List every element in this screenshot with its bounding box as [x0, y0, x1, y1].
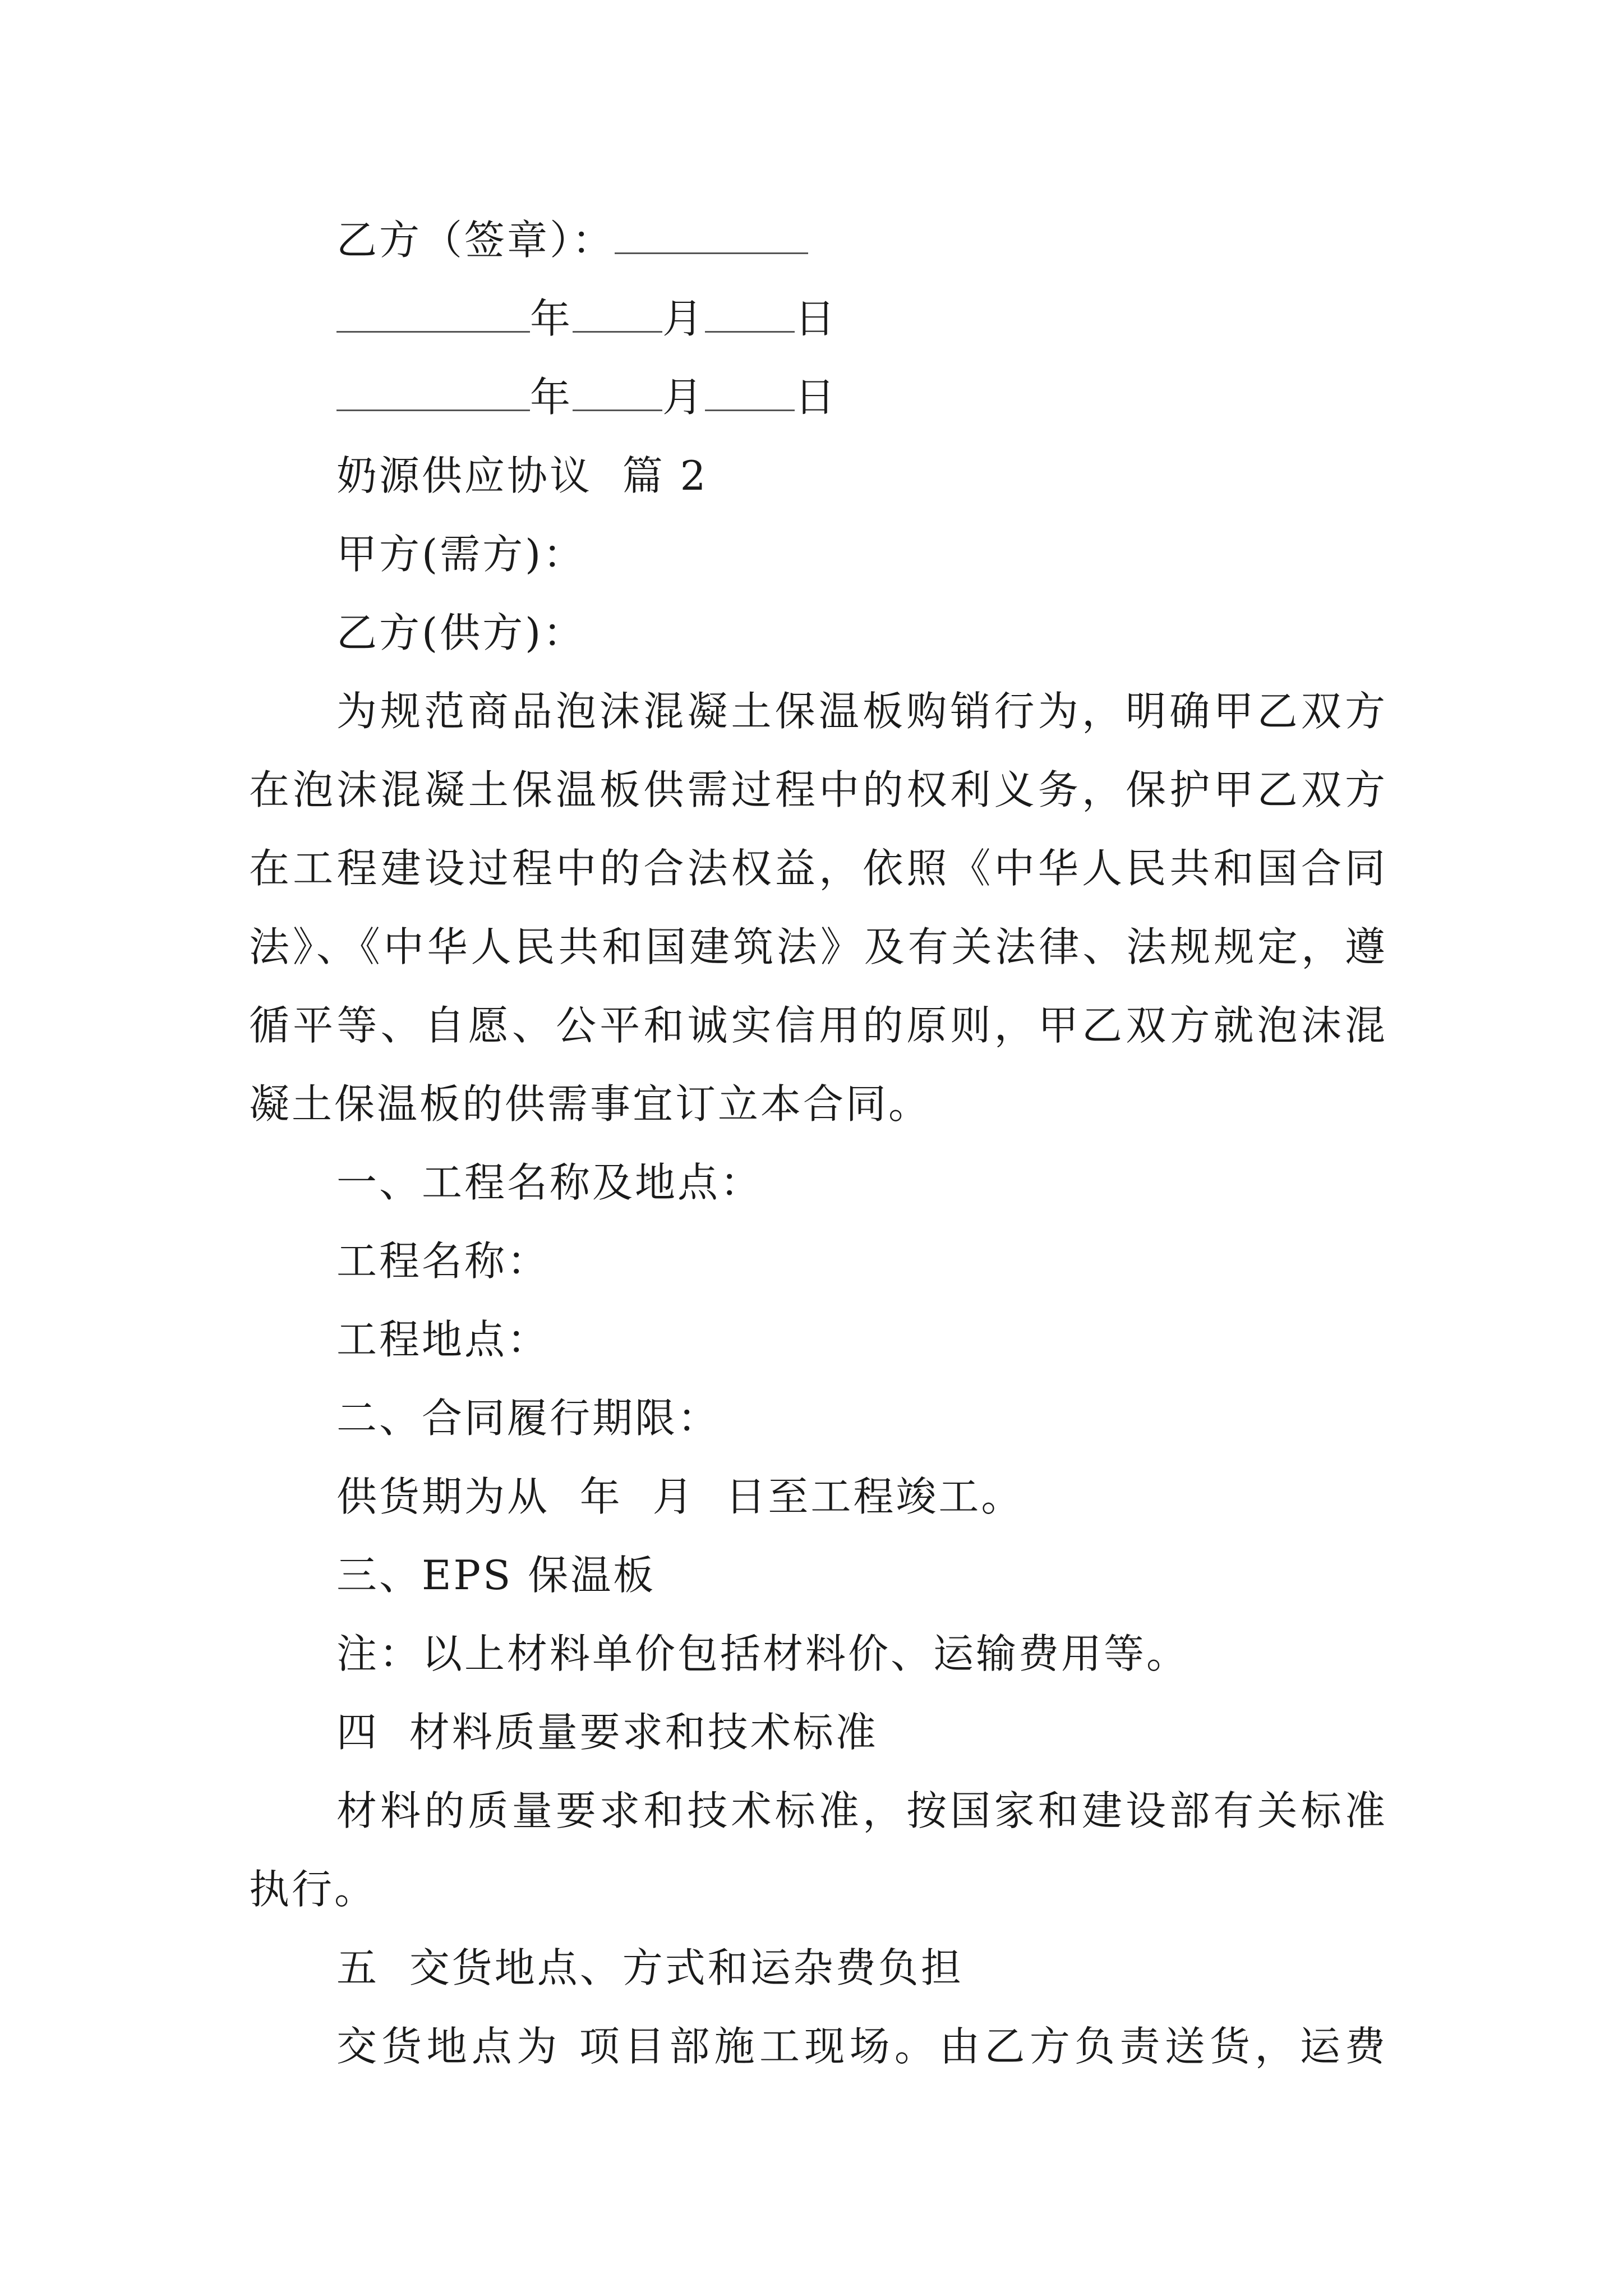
day-label: 日	[795, 295, 838, 342]
delivery-text-line: 交货地点为 项目部施工现场。由乙方负责送货，运费	[336, 2023, 1387, 2070]
year-label: 年	[530, 295, 573, 342]
quality-text-line: 执行。	[249, 1866, 377, 1913]
intro-line: 凝土保温板的供需事宜订立本合同。	[249, 1080, 932, 1128]
day-blank	[705, 375, 795, 411]
section-5-heading: 五 交货地点、方式和运杂费负担	[336, 1944, 963, 1991]
supply-period-text: 供货期为从 年 月 日至工程竣工。	[336, 1473, 1024, 1520]
price-note: 注：以上材料单价包括材料价、运输费用等。	[336, 1630, 1189, 1677]
party-b-signature-line	[0, 212, 1623, 268]
project-location-label: 工程地点：	[336, 1316, 550, 1363]
day-label: 日	[795, 374, 838, 421]
section-1-heading: 一、工程名称及地点：	[336, 1159, 763, 1206]
project-name-label: 工程名称：	[336, 1237, 550, 1285]
month-blank	[573, 375, 662, 411]
date-line-2	[0, 369, 1623, 425]
intro-line: 循平等、自愿、公平和诚实信用的原则，甲乙双方就泡沫混	[249, 1002, 1387, 1049]
month-blank	[573, 296, 662, 333]
date-line-1	[0, 291, 1623, 347]
year-blank	[336, 296, 530, 333]
signature-blank	[615, 218, 808, 254]
day-blank	[705, 296, 795, 333]
month-label: 月	[662, 295, 706, 342]
intro-line: 在泡沫混凝土保温板供需过程中的权利义务，保护甲乙双方	[249, 766, 1387, 813]
intro-line: 为规范商品泡沫混凝土保温板购销行为，明确甲乙双方	[336, 688, 1387, 735]
party-b-label: 乙方(供方)：	[336, 609, 586, 656]
document-title: 奶源供应协议 篇 2	[336, 452, 708, 499]
party-b-signature-label: 乙方（签章）：	[336, 217, 615, 264]
year-label: 年	[530, 374, 573, 421]
intro-line: 法》、《中华人民共和国建筑法》及有关法律、法规规定，遵	[249, 923, 1387, 970]
quality-text-line: 材料的质量要求和技术标准，按国家和建设部有关标准	[336, 1787, 1387, 1834]
section-3-heading: 三、EPS 保温板	[336, 1552, 656, 1599]
year-blank	[336, 375, 530, 411]
section-2-heading: 二、合同履行期限：	[336, 1395, 721, 1442]
intro-line: 在工程建设过程中的合法权益，依照《中华人民共和国合同	[249, 845, 1387, 892]
section-4-heading: 四 材料质量要求和技术标准	[336, 1709, 878, 1756]
party-a-label: 甲方(需方)：	[336, 531, 586, 578]
month-label: 月	[662, 374, 706, 421]
